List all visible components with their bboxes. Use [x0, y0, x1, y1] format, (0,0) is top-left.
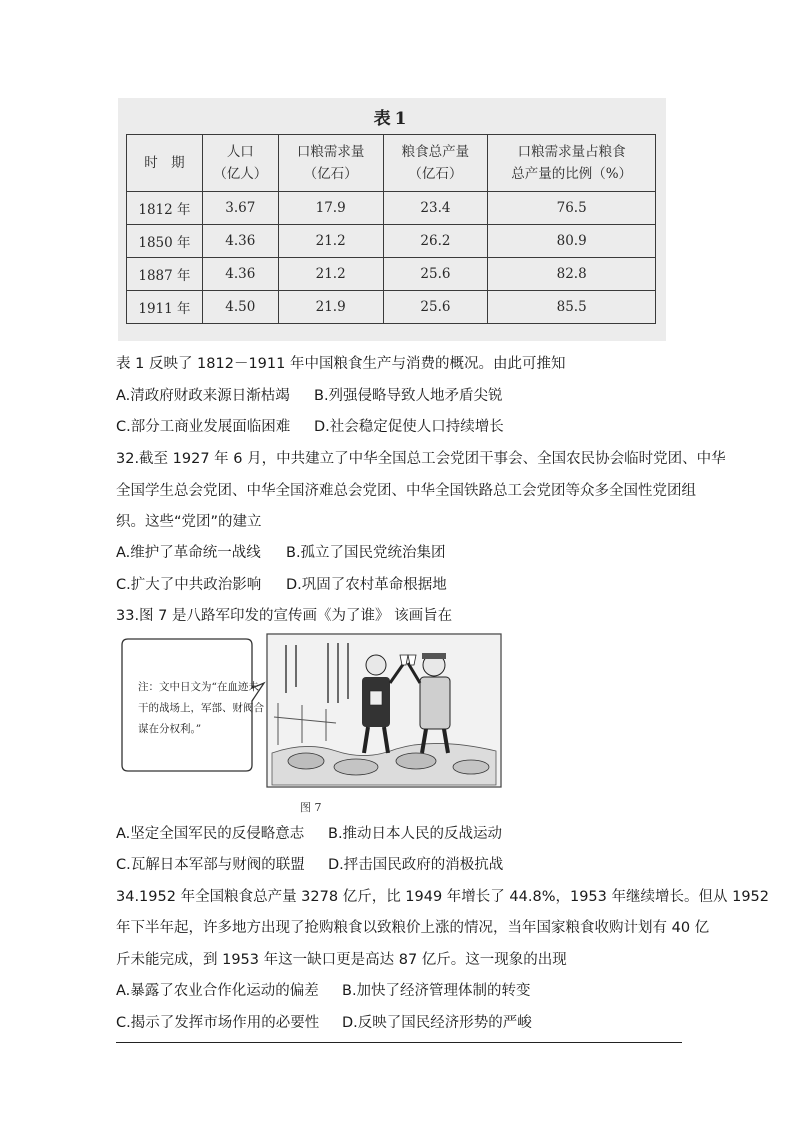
figure-7-caption: 图 7	[300, 801, 322, 814]
q34-option-d: D.反映了国民经济形势的严峻	[342, 1015, 532, 1031]
cell-output: 25.6	[383, 291, 488, 324]
q33-stem: 33.图 7 是八路军印发的宣传画《为了谁》 该画旨在	[116, 608, 453, 624]
cell-output: 23.4	[383, 192, 488, 225]
cell-output: 26.2	[383, 225, 488, 258]
cartoon-illustration	[266, 633, 502, 788]
q32-stem-line1: 32.截至 1927 年 6 月，中共建立了中华全国总工会党团干事会、全国农民协会临时党团、中华	[116, 451, 726, 467]
cell-demand: 21.2	[278, 225, 383, 258]
table1-header-row	[127, 135, 656, 192]
header-output-line1: 粮食总产量	[401, 144, 470, 160]
q31-option-d: D.社会稳定促使人口持续增长	[314, 419, 504, 435]
cell-population: 4.50	[202, 291, 278, 324]
header-demand	[278, 135, 383, 192]
q33-option-c: C.瓦解日本军部与财阀的联盟	[116, 857, 305, 873]
figure-note: 注：文中日文为“在血迹未干的战场上，军部、财阀合谋在分权利。”	[138, 681, 264, 735]
header-demand-line1: 口粮需求量	[296, 144, 365, 160]
cell-ratio: 85.5	[488, 291, 656, 324]
table-row	[127, 192, 656, 225]
q31-stem: 表 1 反映了 1812－1911 年中国粮食生产与消费的概况。由此可推知	[116, 356, 566, 372]
q34-stem-line1: 34.1952 年全国粮食总产量 3278 亿斤，比 1949 年增长了 44.8%，1953 年继续增长。但从 1952	[116, 889, 770, 905]
table-row	[127, 258, 656, 291]
cell-demand: 17.9	[278, 192, 383, 225]
q31-option-b: B.列强侵略导致人地矛盾尖锐	[314, 388, 503, 404]
cell-population: 4.36	[202, 258, 278, 291]
q32-option-a: A.维护了革命统一战线	[116, 545, 261, 561]
cell-population: 3.67	[202, 192, 278, 225]
cell-period: 1812 年	[127, 192, 203, 225]
q33-option-a: A.坚定全国军民的反侵略意志	[116, 826, 305, 842]
table-row	[127, 291, 656, 324]
cell-demand: 21.2	[278, 258, 383, 291]
bottom-rule	[116, 1042, 682, 1043]
cell-ratio: 76.5	[488, 192, 656, 225]
cell-period: 1887 年	[127, 258, 203, 291]
header-population-line2: （亿人）	[213, 166, 268, 182]
q31-option-c: C.部分工商业发展面临困难	[116, 419, 291, 435]
table1-title: 表1	[373, 109, 411, 129]
cell-output: 25.6	[383, 258, 488, 291]
q32-option-d: D.巩固了农村革命根据地	[286, 577, 447, 593]
q33-option-b: B.推动日本人民的反战运动	[328, 826, 503, 842]
q34-option-c: C.揭示了发挥市场作用的必要性	[116, 1015, 320, 1031]
header-output-line2: （亿石）	[408, 166, 463, 182]
q34-stem-line2: 年下半年起，许多地方出现了抢购粮食以致粮价上涨的情况，当年国家粮食收购计划有 40 亿	[116, 920, 710, 936]
header-demand-line2: （亿石）	[303, 166, 358, 182]
q31-option-a: A.清政府财政来源日渐枯竭	[116, 388, 290, 404]
header-ratio-line2: 总产量的比例（%）	[511, 166, 633, 182]
q34-option-a: A.暴露了农业合作化运动的偏差	[116, 983, 319, 999]
header-ratio	[488, 135, 656, 192]
q32-option-c: C.扩大了中共政治影响	[116, 577, 262, 593]
cell-ratio: 82.8	[488, 258, 656, 291]
q33-option-d: D.抨击国民政府的消极抗战	[328, 857, 504, 873]
header-period: 时 期	[127, 135, 203, 192]
cell-ratio: 80.9	[488, 225, 656, 258]
table1-scan	[118, 98, 666, 341]
header-output	[383, 135, 488, 192]
q32-option-b: B.孤立了国民党统治集团	[286, 545, 446, 561]
q32-stem-line3: 织。这些“党团”的建立	[116, 514, 262, 530]
header-ratio-line1: 口粮需求量占粮食	[517, 144, 626, 160]
q34-stem-line3: 斤未能完成，到 1953 年这一缺口更是高达 87 亿斤。这一现象的出现	[116, 952, 567, 968]
cell-period: 1850 年	[127, 225, 203, 258]
q34-option-b: B.加快了经济管理体制的转变	[342, 983, 531, 999]
table-row	[127, 225, 656, 258]
q32-stem-line2: 全国学生总会党团、中华全国济难总会党团、中华全国铁路总工会党团等众多全国性党团组	[116, 483, 696, 499]
header-population	[202, 135, 278, 192]
table1	[126, 134, 656, 324]
cell-period: 1911 年	[127, 291, 203, 324]
cell-demand: 21.9	[278, 291, 383, 324]
header-population-line1: 人口	[226, 144, 254, 160]
figure-7	[118, 633, 502, 788]
cell-population: 4.36	[202, 225, 278, 258]
